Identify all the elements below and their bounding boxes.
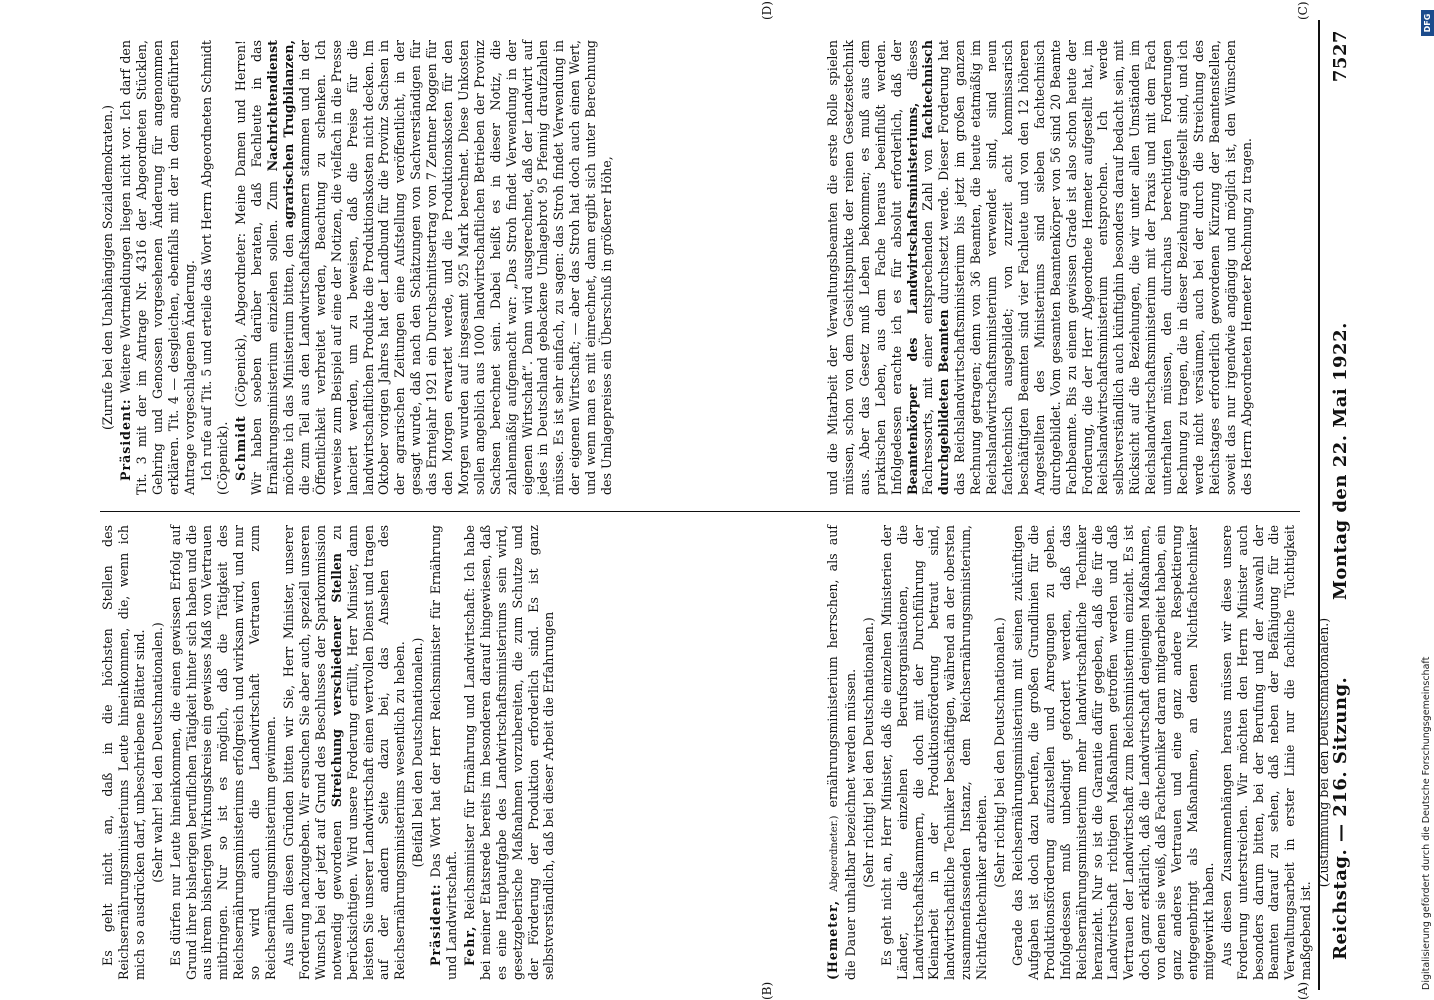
left-column-bottom — [100, 525, 800, 980]
paragraph: Ich rufe auf Tit. 5 und erteile das Wort Herrn Abgeordneten Schmidt (Cöpenick). — [199, 40, 231, 495]
paragraph-text: Das Wort hat der Herr Reichsminister für Ernährung und Landwirtschaft. — [428, 525, 460, 980]
left-column-top — [825, 525, 1332, 980]
paragraph-text: ernährungsministerium herrschen, als auf die Dauer unhaltbar bezeichnet werden müssen. — [825, 525, 858, 980]
right-column-bottom — [100, 40, 800, 495]
speaker-name: Schmidt — [233, 415, 249, 481]
paragraph — [233, 40, 615, 495]
page-number: 7527 — [1330, 30, 1351, 83]
paragraph-text: dieses Fachressorts, mit einer entsprechenden Zahl von — [904, 40, 936, 495]
paragraph: Gerade das Reichsernährungsministerium mit seinen zukünftigen Aufgaben ist doch dazu berufen, die großen Grundlinien für die Produktionsförderung aufzustellen und Anregungen zu geben. Infolgedessen muß unbedingt gefordert werden, daß das Reichsernährungsministerium mehr landwirtschaftliche Techniker heranzieht. Nur so ist die Garantie dafür gegeben, daß die für die Landwirtschaft richtigen Maßnahmen getroffen werden und daß Vertrauen der Landwirtschaft zum Reichsministerium einzieht. Es ist doch ganz erklärlich, daß die Landwirtschaft denjenigen Maßnahmen, von denen sie weiß, daß Fachtechniker daran mitgearbeitet haben, ein ganz anderes Vertrauen und eine ganz andere Respektierung entgegenbringt als Maßnahmen, an denen Nichtfachtechniker mitgewirkt haben. — [1009, 525, 1216, 980]
running-header — [1330, 30, 1352, 960]
speaker-name: Präsident: — [428, 883, 444, 966]
emphasis: Beamtenkörper des Landwirtschaftsministeriums, — [904, 102, 920, 495]
speaker-name: (Hemeter, — [825, 899, 840, 980]
interjection: (Sehr richtig! bei den Deutschnationalen.) — [860, 617, 876, 888]
paragraph — [118, 40, 198, 495]
paragraph — [462, 525, 557, 980]
interjection: (Sehr wahr! bei den Deutschnationalen.) — [149, 622, 165, 883]
paragraph-text: und die Mitarbeit der Verwaltungsbeamten die erste Rolle spielen müssen, schon von dem Gesichtspunkte der reinen Gesetzestechnik aus. Aber das Gesetz muß Leben bekommen; es muß aus dem praktischen Leben, aus dem Fache heraus beeinflußt werden. Infolgedessen erachte ich es für absolut erforderlich, daß der — [825, 40, 904, 495]
speaker-name: Fehr, — [461, 925, 477, 966]
emphasis: Streichung verschiedener Stellen — [328, 552, 344, 808]
logo-text: DFG — [1423, 13, 1432, 33]
paragraph-text: möchte ich das Ministerium bitten, den — [280, 233, 296, 495]
interjection: (Zustimmung bei den Deutschnationalen.) — [1316, 617, 1332, 888]
paragraph-text: Aus allen diesen Gründen bitten wir Sie, Herr Minister, unserer Forderung nachzugeben. Wir ersuchen Sie aber auch, speziell unseren Wunsch bei der jetzt auf Grund des Beschlusses der Sparkommission notwendig gewordenen — [280, 525, 344, 980]
side-note-text: Digitalisierung gefördert durch die Deutsche Forschungsgemeinschaft — [1421, 656, 1432, 990]
interjection: (Zurufe bei den Unabhängigen Sozialdemokraten.) — [100, 104, 115, 431]
paragraph-text: zu berücksichtigen. Wird unsere Forderung erfüllt, Herr Minister, dann leisten Sie unserer Landwirtschaft einen wertvollen Dienst und tragen auf der andern Seite dazu bei, das Ansehen des Reichsernährungsministeriums wesentlich zu heben. — [328, 525, 408, 980]
paragraph — [825, 525, 859, 980]
header-date: Montag den 22. Mai 1922. — [1330, 322, 1351, 600]
interjection: (Beifall bei den Deutschnationalen.) — [410, 637, 426, 868]
paragraph — [281, 525, 408, 980]
paragraph-text: (Cöpenick), Abgeordneter: Meine Damen und Herren! Wir haben soeben darüber beraten, daß Fachleute in das Ernährungsministerium einziehen sollen. Zum — [233, 40, 281, 495]
paragraph: Es geht nicht an, Herr Minister, daß die einzelnen Ministerien der Länder, die einzelnen Berufsorganisationen, die Landwirtschaftskammern, die doch mit der Durchführung der Kleinarbeit in der Produktionsförderung betraut sind, landwirtschaftliche Techniker beschäftigen, während an der obersten zusammenfassenden Instanz, dem Reichsernährungsministerium, Nichtfachtechniker arbeiten. — [878, 525, 990, 980]
margin-marker-c: (C) — [1296, 1, 1310, 20]
paragraph: Es geht nicht an, daß in die höchsten Stellen des Reichsernährungsministeriums Leute hineinkommen, die, wenn ich mich so ausdrücken darf, unbeschriebene Blätter sind. — [100, 525, 147, 980]
emphasis: agrarischen Trugbilanzen, — [280, 40, 296, 228]
paragraph: Es dürfen nur Leute hineinkommen, die einen gewissen Erfolg auf Grund ihrer bisherigen beruflichen Tätigkeit hinter sich haben und die aus ihrem bisherigen Wirkungskreise ein gewisses Maß von Vertrauen mitbringen. Nur so ist es möglich, daß die Tätigkeit des Reichsernährungsministeriums erfolgreich und wirksam wird, und nur so wird auch die Landwirtschaft Vertrauen zum Reichsernährungsministerium gewinnen. — [167, 525, 279, 980]
margin-marker-a: (A) — [1296, 981, 1310, 1000]
paragraph-text: Weitere Wortmeldungen liegen nicht vor. Ich darf den Tit. 3 mit der im Antrage Nr. 4316 der Abgeordneten Stücklen, Gehring und Genossen vorgesehenen Änderung für angenommen erklären. Tit. 4 — desgleichen, ebenfalls mit der in dem angeführten Antrage vorgeschlagenen Änderung. — [117, 40, 197, 495]
emphasis: Nachrichtendienst — [265, 40, 281, 172]
paragraph-text: die zum Teil aus den Landwirtschaftskammern stammen und in der Öffentlichkeit verbreitet werden, Beachtung zu schenken. Ich verweise zum Beispiel auf eine der Notizen, die vielfach in die Presse lanciert werden, um zu beweisen, daß die Preise für die landwirtschaftlichen Produkte die Produktionskosten nicht decken. Im Oktober vorigen Jahres hat der Landbund für die Provinz Sachsen in der agrarischen Zeitungen eine Aufstellung veröffentlicht, in der gesagt wurde, daß nach den Schätzungen von Sachverständigen für das Erntejahr 1921 ein Durchschnittsertrag von 7 Zentner Roggen für den Morgen erwartet werde, und die Produktionskosten für den Morgen wurden auf insgesamt 925 Mark berechnet. Diese Unkosten sollen angeblich aus 1000 landwirtschaftlichen Betrieben der Provinz Sachsen berechnet sein. Dabei heißt es in dieser Notiz, die zahlenmäßig aufgemacht war: „Das Stroh findet Verwendung in der eigenen Wirtschaft“. Dann wird ausgerechnet, daß der Landwirt auf jedes in Deutschland gebackene Umlagebrot 95 Pfennig draufzahlen müsse. Es ist sehr einfach, zu sagen: das Stroh findet Verwendung in der eigenen Wirtschaft; — aber das Stroh hat doch auch einen Wert, und wenn man es mit einrechnet, dann ergibt sich unter Berechnung des Umlagepreises ein Überschuß in größerer Höhe, — [296, 40, 615, 495]
speaker-role: Abgeordneter.) — [829, 815, 840, 892]
margin-marker-d: (D) — [760, 1, 774, 20]
paragraph: Aus diesen Zusammenhängen heraus müssen wir diese unsere Forderung unterstreichen. Wir möchten den Herrn Minister auch besonders darum bitten, bei der Berufung und der Auswahl der Beamten darauf zu sehen, daß neben der Befähigung für die Verwaltungsarbeit in erster Linie nur die fachliche Tüchtigkeit maßgebend ist. — [1218, 525, 1314, 980]
emphasis: fachtechnisch durchgebildeten Beamten — [920, 40, 952, 495]
interjection: (Sehr richtig! bei den Deutschnationalen.) — [992, 617, 1008, 888]
right-column-top — [825, 40, 1295, 495]
speaker-name: Präsident: — [117, 398, 133, 481]
margin-marker-b: (B) — [760, 981, 774, 1000]
paragraph-text: durchsetzt werde. Dieser Forderung hat das Reichslandwirtschaftsministerium bis jetzt im großen ganzen Rechnung getragen; denn von 36 Beamten, die heute etatmäßig im Reichslandwirtschaftsministerium verwendet sind, sind neun fachtechnisch ausgebildet; von zurzeit acht kommissarisch beschäftigten Beamten sind vier Fachleute und von den 12 höheren Angestellten des Ministeriums sind sieben fachtechnisch durchgebildet. Vom gesamten Beamtenkörper von 56 sind 20 Beamte Fachbeamte. Bis zu einem gewissen Grade ist also schon heute der Forderung, die der Herr Abgeordnete Hemeter aufgestellt hat, im Reichslandwirtschaftsministerium entsprochen. Ich werde selbstverständlich auch künftighin besonders darauf bedacht sein, mit Rücksicht auf die Beziehungen, die wir unter allen Umständen im Reichslandwirtschaftsministerium mit der Praxis und mit dem Fach unterhalten müssen, den durchaus berechtigten Forderungen Rechnung zu tragen, die in dieser Beziehung aufgestellt sind, und ich werde nicht versäumen, auch bei der durch die Streichung des Reichstages erforderlich gewordenen Kürzung der Beamtenstellen, soweit das nur irgendwie angängig und möglich ist, den Wünschen des Herrn Abgeordneten Hemeter Rechnung zu tragen. — [936, 40, 1254, 495]
side-note — [1421, 10, 1433, 990]
column-divider — [100, 511, 1300, 512]
paragraph — [825, 40, 1254, 495]
paragraph — [428, 525, 460, 980]
paragraph-text: Reichsminister für Ernährung und Landwirtschaft: Ich habe bei meiner Etatsrede bereits im besonderen darauf hingewiesen, daß es eine Hauptaufgabe des Landwirtschaftsministeriums sein wird, gesetzgeberische Maßnahmen vorzubereiten, die zum Schutze und der Förderung der Produktion erforderlich sind. Es ist ganz selbstverständlich, daß bei dieser Arbeit die Erfahrungen — [461, 525, 557, 980]
header-left: Reichstag. — 216. Sitzung. — [1330, 676, 1351, 960]
